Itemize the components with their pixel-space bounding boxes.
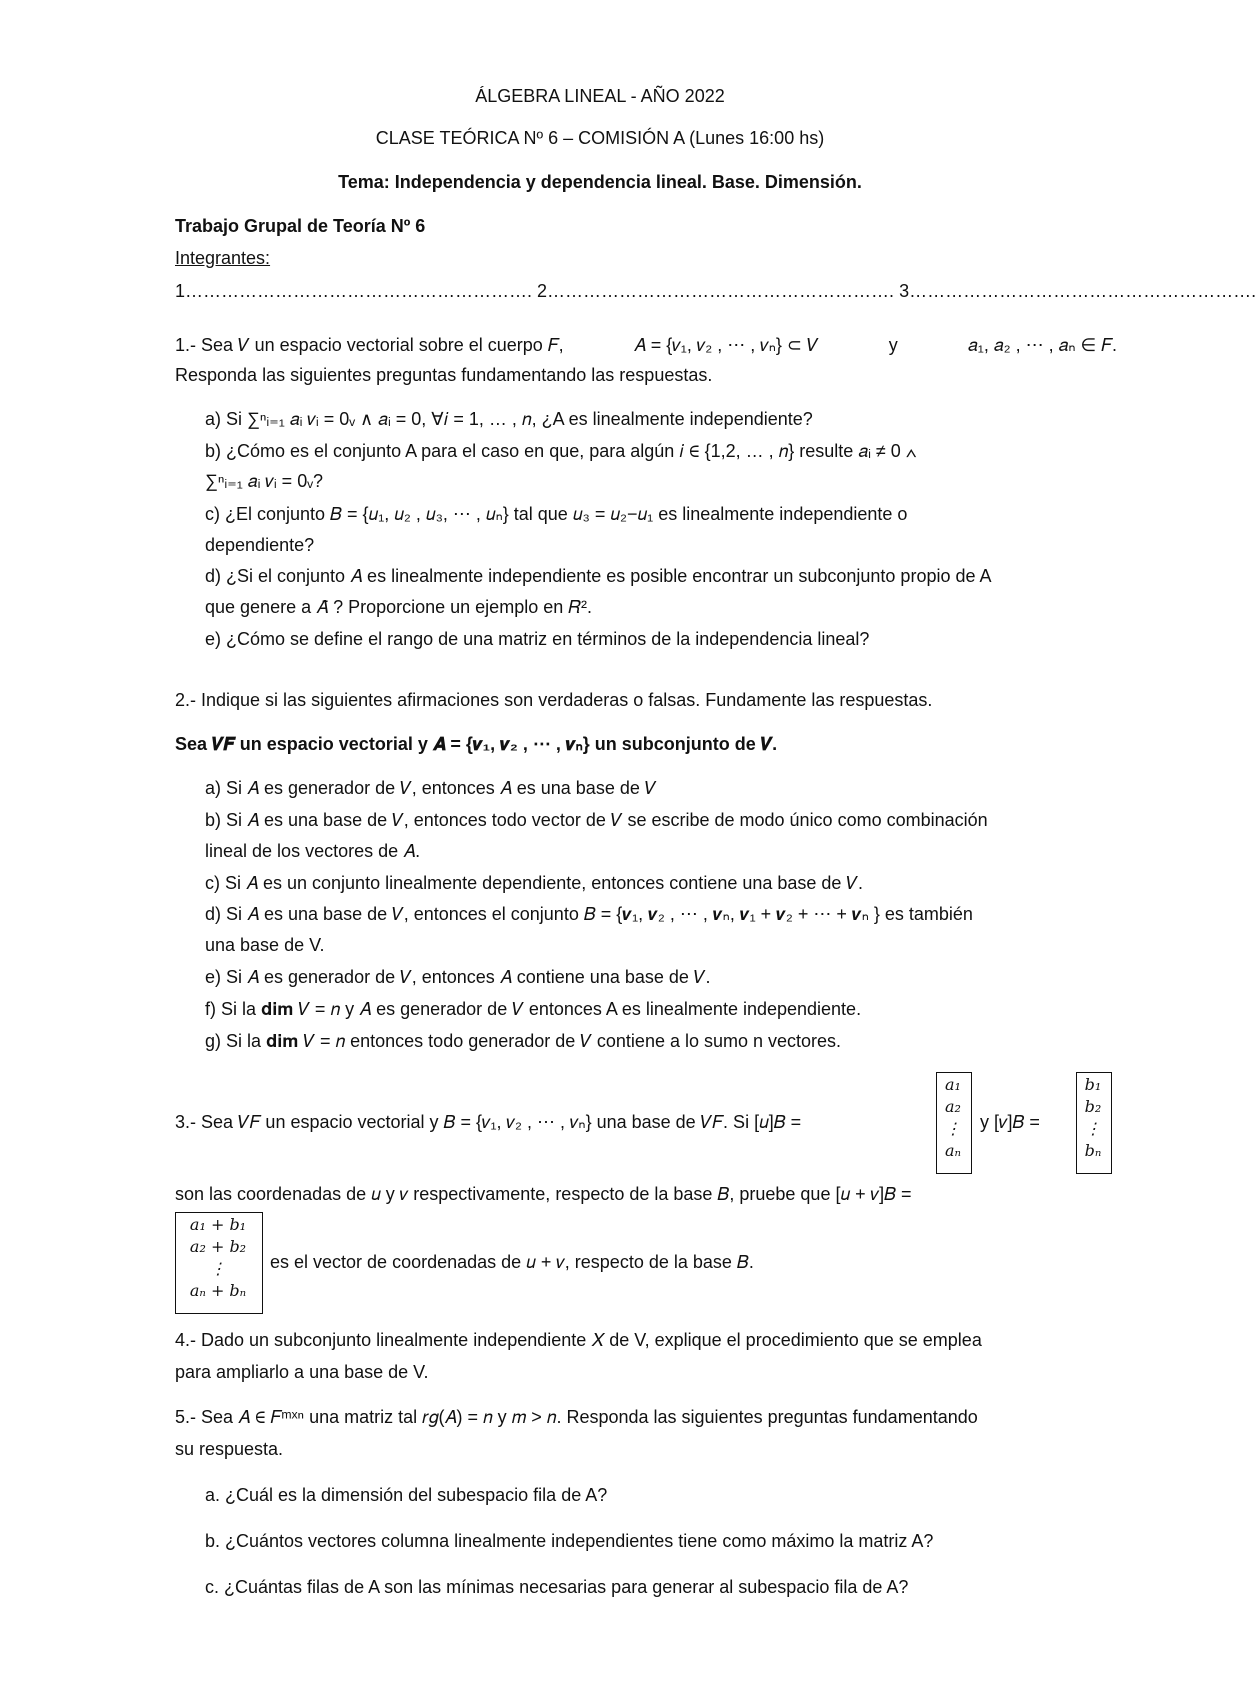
q1-item-c-line-2: dependiente? <box>205 535 315 555</box>
q4-line-2: para ampliarlo a una base de V. <box>175 1362 429 1382</box>
sum-entry-1: 𝑎₁ + 𝑏₁ <box>189 1215 247 1234</box>
q1-item-d-line-2: que genere a 𝐴̄ ? Proporcione un ejemplo en 𝑅². <box>205 597 592 617</box>
q1-item-e: e) ¿Cómo se define el rango de una matriz en términos de la independencia lineal? <box>205 629 870 649</box>
topic-heading: Tema: Independencia y dependencia lineal. Base. Dimensión. <box>338 172 862 192</box>
q1-intro-part-1: 1.- Sea 𝑉 un espacio vectorial sobre el cuerpo 𝐹, <box>175 335 564 355</box>
class-subtitle: CLASE TEÓRICA Nº 6 – COMISIÓN A (Lunes 16:00 hs) <box>375 128 825 148</box>
q3-line-2: son las coordenadas de 𝑢 y 𝑣 respectivamente, respecto de la base 𝐵, pruebe que [𝑢 + 𝑣]𝐵 = <box>175 1184 912 1204</box>
q2-item-b-line-1: b) Si 𝐴 es una base de 𝑉, entonces todo vector de 𝑉 se escribe de modo único como combinación <box>205 810 988 830</box>
q2-item-d-line-1: d) Si 𝐴 es una base de 𝑉, entonces el conjunto 𝐵 = {𝒗₁, 𝒗₂ , ⋯ , 𝒗ₙ, 𝒗₁ + 𝒗₂ + ⋯ + 𝒗ₙ } es también <box>205 904 973 924</box>
q5-item-a: a. ¿Cuál es la dimensión del subespacio fila de A? <box>205 1485 608 1505</box>
q1-item-a: a) Si ∑ⁿᵢ₌₁ 𝑎ᵢ 𝑣ᵢ = 0ᵥ ∧ 𝑎ᵢ = 0, ∀𝑖 = 1, … , 𝑛, ¿A es linealmente independiente? <box>205 409 813 429</box>
q1-intro-part-3: y <box>888 335 898 355</box>
u-entry-1: 𝑎₁ <box>945 1075 961 1094</box>
q4-line-1: 4.- Dado un subconjunto linealmente independiente 𝑋 de V, explique el procedimiento que se emplea <box>175 1330 982 1350</box>
u-entry-4: 𝑎ₙ <box>944 1141 962 1160</box>
sum-entry-2: 𝑎₂ + 𝑏₂ <box>189 1237 247 1256</box>
q5-item-b: b. ¿Cuántos vectores columna linealmente independientes tiene como máximo la matriz A? <box>205 1531 934 1551</box>
q1-intro-part-2: 𝐴 = {𝑣₁, 𝑣₂ , ⋯ , 𝑣ₙ} ⊂ 𝑉 <box>633 335 819 355</box>
sum-coordinate-entries <box>175 1214 261 1302</box>
sum-entry-4: 𝑎ₙ + 𝑏ₙ <box>189 1281 247 1300</box>
q2-item-f: f) Si la 𝐝𝐢𝐦 𝑉 = 𝑛 y 𝐴 es generador de 𝑉 entonces A es linealmente independiente. <box>205 999 862 1019</box>
q3-line-3: es el vector de coordenadas de 𝑢 + 𝑣, respecto de la base 𝐵. <box>270 1252 754 1272</box>
members-label: Integrantes: <box>175 248 271 268</box>
q1-intro-line-1 <box>175 333 1117 357</box>
q1-item-c-line-1: c) ¿El conjunto 𝐵 = {𝑢₁, 𝑢₂ , 𝑢₃, ⋯ , 𝑢ₙ} tal que 𝑢₃ = 𝑢₂−𝑢₁ es linealmente independiente o <box>205 504 908 524</box>
q2-item-d-line-2: una base de V. <box>205 935 325 955</box>
q1-item-b-line-2: ∑ⁿᵢ₌₁ 𝑎ᵢ 𝑣ᵢ = 0ᵥ? <box>205 471 323 491</box>
v-entry-2: 𝑏₂ <box>1084 1097 1102 1116</box>
q1-item-b-line-1: b) ¿Cómo es el conjunto A para el caso en que, para algún 𝑖 ∈ {1,2, … , 𝑛} resulte 𝑎ᵢ ≠ 0 ∧ <box>205 441 917 461</box>
q2-statement: Sea 𝑽𝑭 un espacio vectorial y 𝑨 = {𝒗₁, 𝒗₂ , ⋯ , 𝒗ₙ} un subconjunto de 𝑽. <box>175 734 778 754</box>
v-coordinate-entries <box>1076 1074 1110 1162</box>
u-coordinate-entries <box>936 1074 970 1162</box>
q2-item-b-line-2: lineal de los vectores de 𝐴. <box>205 841 421 861</box>
members-blanks <box>175 279 1256 303</box>
v-entry-4: 𝑏ₙ <box>1084 1141 1102 1160</box>
document-title: ÁLGEBRA LINEAL - AÑO 2022 <box>475 86 725 106</box>
v-entry-1: 𝑏₁ <box>1084 1075 1102 1094</box>
q1-intro-part-4: 𝑎₁, 𝑎₂ , ⋯ , 𝑎ₙ ∈ 𝐹. <box>967 335 1117 355</box>
sum-entry-3: ⋮ <box>210 1259 226 1278</box>
q1-item-d-line-1: d) ¿Si el conjunto 𝐴 es linealmente independiente es posible encontrar un subconjunto propio de A <box>205 566 992 586</box>
member-blank-3[interactable]: 3…………………………………………………. <box>899 281 1256 301</box>
q2-intro: 2.- Indique si las siguientes afirmaciones son verdaderas o falsas. Fundamente las respuestas. <box>175 690 933 710</box>
u-entry-2: 𝑎₂ <box>945 1097 961 1116</box>
q2-item-a: a) Si 𝐴 es generador de 𝑉, entonces 𝐴 es una base de 𝑉 <box>205 778 657 798</box>
q1-intro-line-2: Responda las siguientes preguntas fundamentando las respuestas. <box>175 365 713 385</box>
q3-line-1: 3.- Sea 𝑉𝐹 un espacio vectorial y 𝐵 = {𝑣₁, 𝑣₂ , ⋯ , 𝑣ₙ} una base de 𝑉𝐹. Si [𝑢]𝐵 = <box>175 1112 802 1132</box>
v-coordinate-label: y [𝑣]𝐵 = <box>980 1112 1040 1132</box>
q2-item-e: e) Si 𝐴 es generador de 𝑉, entonces 𝐴 contiene una base de 𝑉. <box>205 967 711 987</box>
member-blank-1[interactable]: 1…………………………………………………. <box>175 281 533 301</box>
v-entry-3: ⋮ <box>1085 1119 1101 1138</box>
q2-item-c: c) Si 𝐴 es un conjunto linealmente dependiente, entonces contiene una base de 𝑉. <box>205 873 864 893</box>
q5-line-1: 5.- Sea 𝐴 ∈ 𝐹ᵐˣⁿ una matriz tal 𝑟𝑔(𝐴) = 𝑛 y 𝑚 > 𝑛. Responda las siguientes preguntas fundamentando <box>175 1407 978 1427</box>
q5-item-c: c. ¿Cuántas filas de A son las mínimas necesarias para generar al subespacio fila de A? <box>205 1577 909 1597</box>
group-work-title: Trabajo Grupal de Teoría Nº 6 <box>175 216 426 236</box>
u-entry-3: ⋮ <box>945 1119 961 1138</box>
q5-line-2: su respuesta. <box>175 1439 284 1459</box>
member-blank-2[interactable]: 2…………………………………………………. <box>537 281 895 301</box>
q2-item-g: g) Si la 𝐝𝐢𝐦 𝑉 = 𝑛 entonces todo generador de 𝑉 contiene a lo sumo n vectores. <box>205 1031 842 1051</box>
